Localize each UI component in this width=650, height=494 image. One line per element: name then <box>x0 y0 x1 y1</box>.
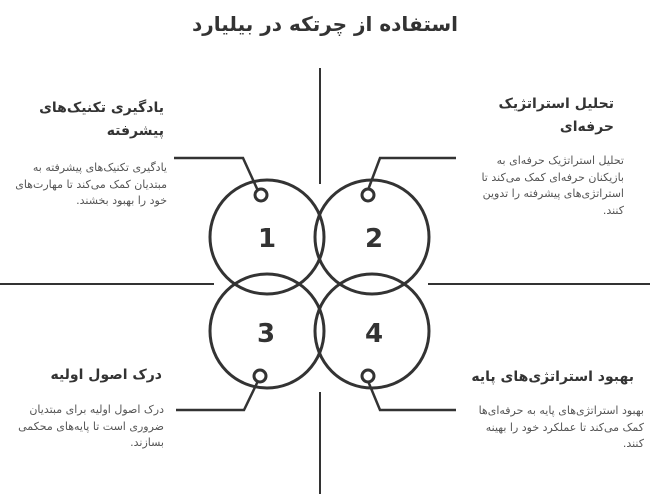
connector-dot-top-left <box>255 189 267 201</box>
circle-1-number: 1 <box>257 224 277 254</box>
connector-top-left <box>174 158 259 193</box>
diagram-title: استفاده از چرتکه در بیلیارد <box>191 12 459 36</box>
connector-bottom-right <box>368 381 456 410</box>
circle-3-number: 3 <box>256 319 276 349</box>
circle-4-number: 4 <box>364 319 384 349</box>
connector-dot-bottom-right <box>362 370 374 382</box>
connector-dot-bottom-left <box>254 370 266 382</box>
connector-top-right <box>368 158 456 190</box>
connector-dot-top-right <box>362 189 374 201</box>
top-right-heading: تحلیل استراتژیک حرفه‌ای <box>498 96 614 135</box>
circle-2-number: 2 <box>364 224 384 254</box>
top-right-body: تحلیل استراتژیک حرفه‌ای به بازیکنان حرفه‌ای کمک می‌کند تا استراتژی‌های پیشرفته را تدوین کنند. <box>481 154 624 217</box>
bottom-right-heading: بهبود استراتژی‌های پایه <box>471 369 634 385</box>
top-left-heading: یادگیری تکنیک‌های پیشرفته <box>39 100 164 139</box>
bottom-right-body: بهبود استراتژی‌های پایه به حرفه‌ای‌ها کمک می‌کند تا عملکرد خود را بهینه کنند. <box>478 404 644 450</box>
bottom-left-heading: درک اصول اولیه <box>50 367 162 383</box>
top-left-body: یادگیری تکنیک‌های پیشرفته به مبتدیان کمک می‌کند تا مهارت‌های خود را بهبود بخشند. <box>15 161 167 207</box>
bottom-left-body: درک اصول اولیه برای مبتدیان ضروری است تا پایه‌های محکمی بسازند. <box>18 403 164 449</box>
